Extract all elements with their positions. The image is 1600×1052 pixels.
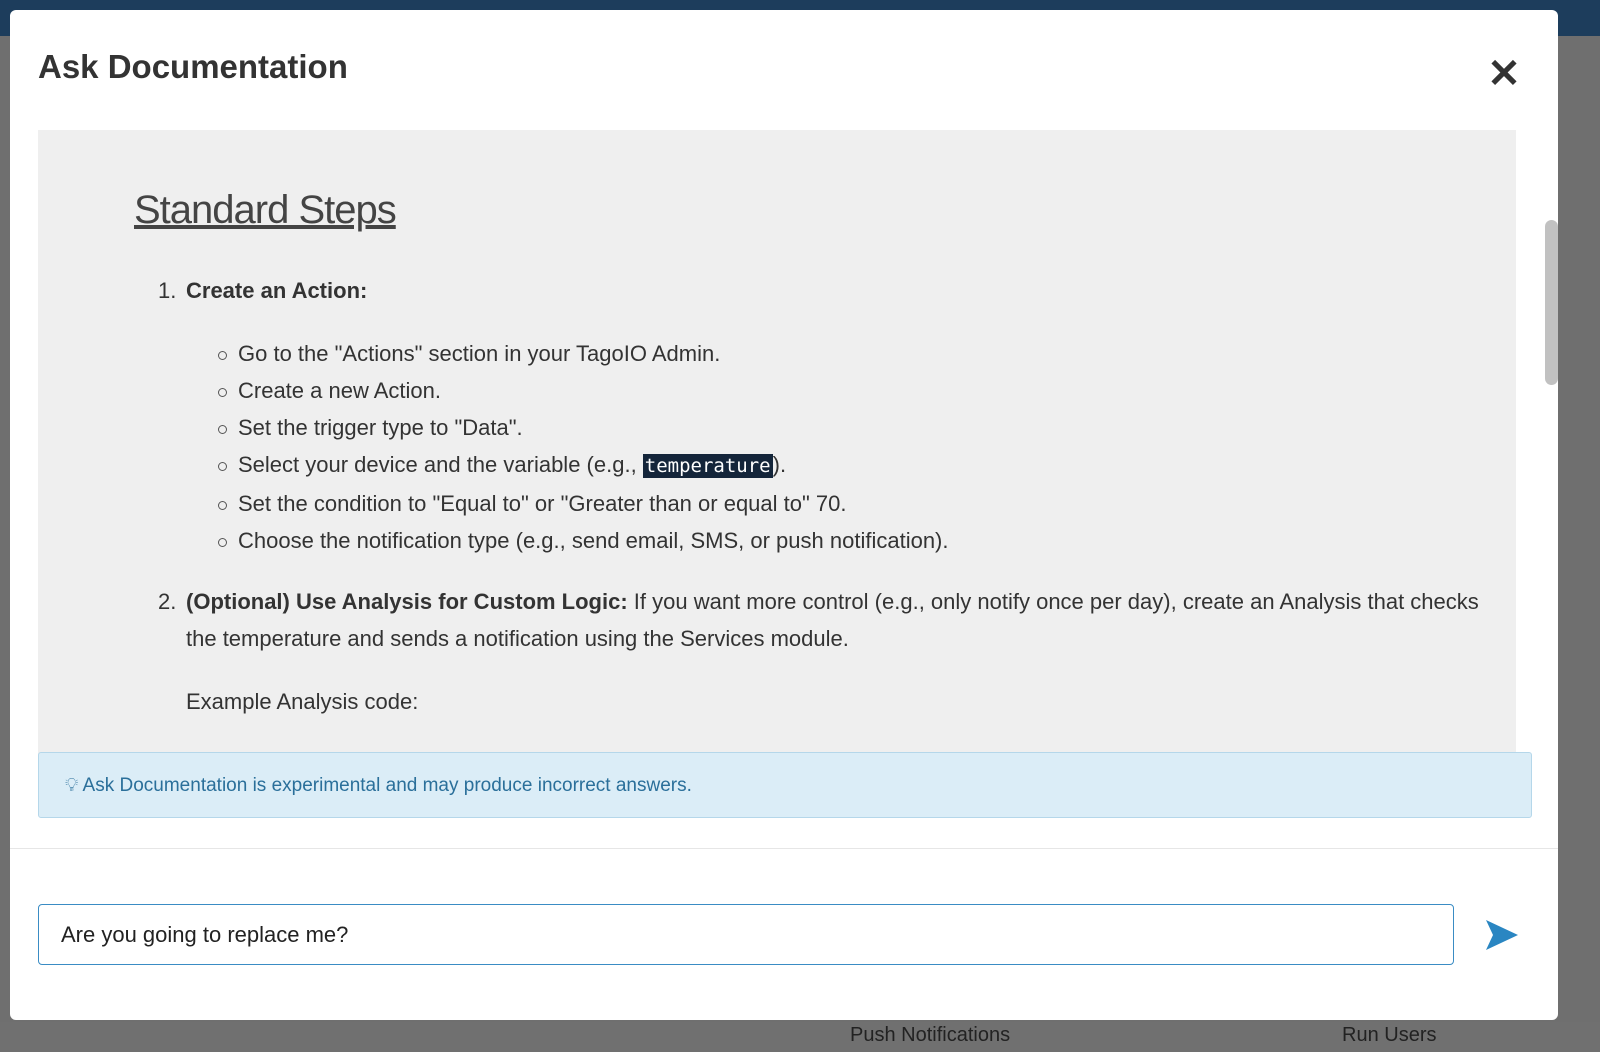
bullet: Go to the "Actions" section in your TagoIO Admin.: [210, 335, 1488, 372]
bg-push-notifications: Push Notifications: [850, 1024, 1011, 1046]
answer-heading: Standard Steps: [134, 188, 396, 232]
send-icon[interactable]: [1484, 918, 1520, 952]
background-page: [0, 1022, 1600, 1052]
step-1: [158, 272, 1488, 559]
lightbulb-icon: 💡︎: [65, 775, 79, 796]
ask-documentation-modal: [10, 10, 1558, 1020]
bullet: Set the trigger type to "Data".: [210, 409, 1488, 446]
step-title: (Optional) Use Analysis for Custom Logic:: [186, 589, 628, 614]
step-2: [158, 583, 1488, 720]
step-number: 2.: [158, 589, 177, 614]
bullet: Create a new Action.: [210, 372, 1488, 409]
scrollbar[interactable]: [1545, 220, 1558, 385]
experimental-alert: [38, 752, 1532, 818]
alert-text: Ask Documentation is experimental and may produce incorrect answers.: [82, 775, 692, 796]
question-input[interactable]: [38, 904, 1454, 965]
answer-content[interactable]: [38, 130, 1516, 760]
bullet: [210, 446, 1488, 485]
step-title: Create an Action:: [186, 278, 368, 303]
step-1-bullets: [210, 335, 1488, 559]
bullet: Set the condition to "Equal to" or "Greater than or equal to" 70.: [210, 485, 1488, 522]
divider: [10, 848, 1558, 849]
close-icon[interactable]: ✕: [1487, 52, 1521, 96]
bg-run-users: Run Users: [1342, 1024, 1437, 1046]
bullet-text: Select your device and the variable (e.g.,: [238, 452, 643, 477]
bullet: Choose the notification type (e.g., send email, SMS, or push notification).: [210, 522, 1488, 559]
step-number: 1.: [158, 278, 177, 303]
code-inline: temperature: [644, 455, 771, 477]
steps-list: [158, 272, 1488, 720]
bullet-text-end: ).: [772, 452, 787, 477]
modal-title: Ask Documentation: [38, 48, 348, 85]
step-text: If you want more control (e.g., only notify once per day), create an Analysis that checks the temperature and sends a notification using the Services module.: [186, 589, 1479, 651]
example-label: Example Analysis code:: [186, 689, 419, 714]
